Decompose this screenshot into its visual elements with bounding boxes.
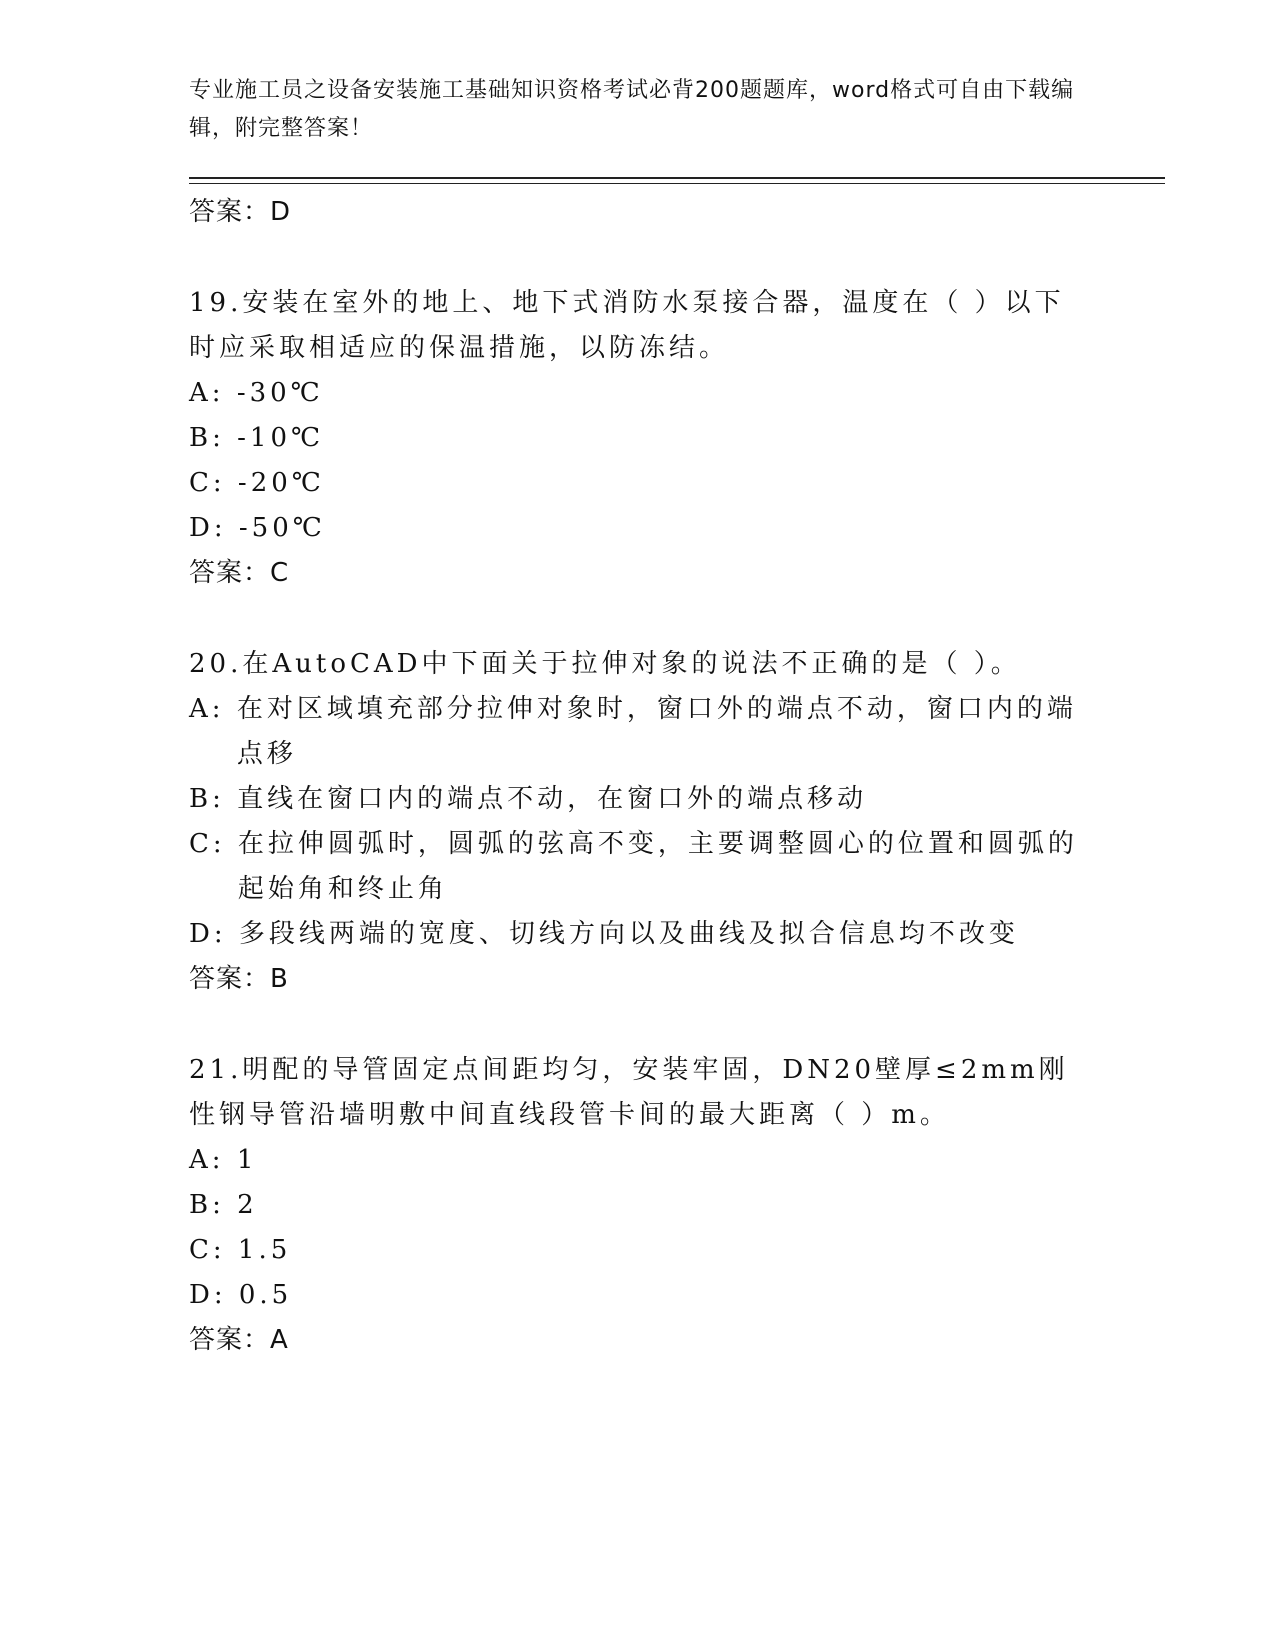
option-text: 1.5 — [237, 1235, 292, 1265]
answer-line: 答案：D — [189, 197, 292, 227]
option-key: B: — [189, 1190, 225, 1220]
question-block — [189, 1048, 1089, 1363]
option-c — [189, 461, 1089, 506]
option-d — [189, 912, 1089, 957]
option-key: D: — [189, 919, 227, 949]
option-key: C: — [189, 468, 226, 498]
option-text: -30℃ — [236, 378, 324, 408]
option-text: 直线在窗口内的端点不动，在窗口外的端点移动 — [237, 784, 868, 814]
option-d — [189, 506, 1089, 551]
option-key: D: — [189, 513, 227, 543]
option-text: -20℃ — [237, 468, 325, 498]
option-b — [189, 777, 1089, 822]
option-a — [189, 371, 1089, 416]
option-text: -50℃ — [238, 513, 326, 543]
option-key: B: — [189, 784, 225, 814]
option-text: 1 — [236, 1145, 258, 1175]
option-key: C: — [189, 1235, 226, 1265]
option-a — [189, 1138, 1089, 1183]
option-key: C: — [189, 829, 226, 859]
question-stem: 19.安装在室外的地上、地下式消防水泵接合器，温度在（ ）以下时应采取相适应的保温措施，以防冻结。 — [189, 288, 1065, 363]
option-c — [189, 1228, 1089, 1273]
spacer — [189, 235, 1089, 281]
option-key: D: — [189, 1280, 227, 1310]
option-key: A: — [189, 1145, 225, 1175]
option-d — [189, 1273, 1089, 1318]
answer-line: 答案：A — [189, 1325, 289, 1355]
option-text: 2 — [237, 1190, 258, 1220]
option-key: A: — [189, 694, 225, 724]
answer-line: 答案：B — [189, 964, 289, 994]
option-text: 在对区域填充部分拉伸对象时，窗口外的端点不动，窗口内的端点移 — [236, 694, 1077, 769]
option-b — [189, 1183, 1089, 1228]
question-stem: 21.明配的导管固定点间距均匀，安装牢固，DN20壁厚≤2mm刚性钢导管沿墙明敷中间直线段管卡间的最大距离（ ）m。 — [189, 1055, 1069, 1130]
question-block — [189, 281, 1089, 596]
option-text: -10℃ — [237, 423, 325, 453]
option-key: B: — [189, 423, 225, 453]
question-stem: 20.在AutoCAD中下面关于拉伸对象的说法不正确的是（ ）。 — [189, 649, 1021, 679]
spacer — [189, 1002, 1089, 1048]
option-text: 0.5 — [238, 1280, 293, 1310]
option-text: 多段线两端的宽度、切线方向以及曲线及拟合信息均不改变 — [238, 919, 1019, 949]
option-key: A: — [189, 378, 225, 408]
header-rule-thin — [189, 183, 1165, 184]
document-header: 专业施工员之设备安装施工基础知识资格考试必背200题题库，word格式可自由下载编辑，附完整答案！ — [189, 78, 1075, 141]
header-rule-thick — [189, 177, 1165, 179]
option-c — [189, 822, 1089, 912]
spacer — [189, 596, 1089, 642]
answer-line: 答案：C — [189, 558, 290, 588]
option-text: 在拉伸圆弧时，圆弧的弦高不变，主要调整圆心的位置和圆弧的起始角和终止角 — [237, 829, 1078, 904]
question-block — [189, 642, 1089, 1002]
question-list — [189, 190, 1089, 1363]
option-b — [189, 416, 1089, 461]
option-a — [189, 687, 1089, 777]
